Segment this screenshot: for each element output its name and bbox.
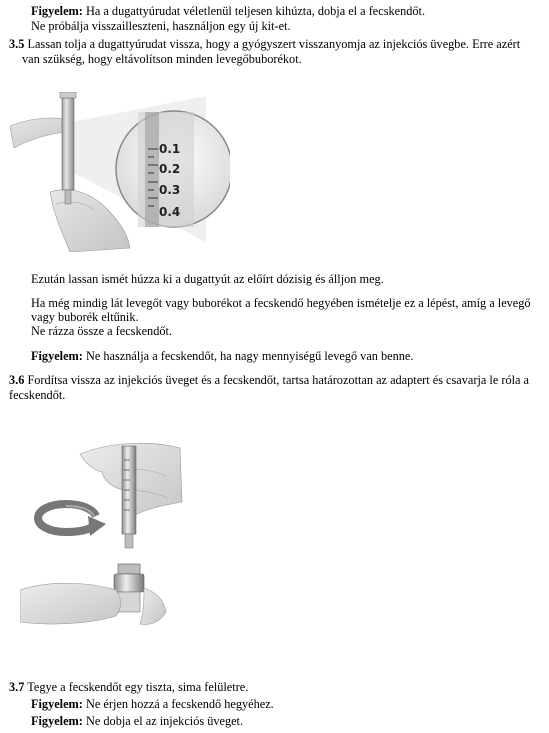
warning-label: Figyelem: (31, 4, 83, 18)
warning-text: Ne próbálja visszailleszteni, használjon egy új kit-et. (31, 19, 291, 33)
step-3-6-line2 (9, 388, 65, 402)
warning-text: Ne dobja el az injekciós üveget. (82, 714, 244, 728)
step-text: Fordítsa vissza az injekciós üveget és a fecskendőt, tartsa határozottan az adaptert és csavarja le róla a (24, 373, 530, 387)
step-3-5-warning (31, 349, 413, 363)
step-3-7-line (9, 680, 248, 694)
step-3-5-line1 (9, 37, 520, 51)
instruction-text: Ha még mindig lát levegőt vagy buborékot a fecskendő hegyében ismételje ez a lépést, amíg a levegő (31, 296, 531, 310)
scale-label-0-1: 0.1 (159, 142, 181, 156)
step-3-5-line2 (22, 52, 302, 66)
scale-label-0-4: 0.4 (159, 205, 181, 219)
step-3-5-after-2-line1 (31, 296, 531, 310)
lower-hand (50, 190, 130, 252)
top-warning-line2 (31, 19, 291, 33)
step-text: fecskendőt. (9, 388, 66, 402)
syringe-magnifier-illustration (10, 92, 230, 252)
syringe-tip (65, 190, 71, 204)
step-3-5-after-2-line2 (31, 310, 139, 324)
unscrew-syringe-illustration (20, 440, 190, 630)
step-number: 3.5 (9, 37, 25, 51)
warning-text: Ne érjen hozzá a fecskendő hegyéhez. (82, 697, 274, 711)
instruction-text: vagy buborék eltűnik. (31, 310, 139, 324)
step-3-7-warning-1 (31, 697, 274, 711)
instruction-text: Ne rázza össze a fecskendőt. (31, 324, 172, 338)
top-warning-line1 (31, 4, 425, 18)
step-3-6-line1 (9, 373, 529, 387)
warning-label: Figyelem: (31, 714, 83, 728)
rotate-arrow-icon (38, 504, 106, 536)
step-text: Tegye a fecskendőt egy tiszta, sima felületre. (24, 680, 249, 694)
vial-body (118, 592, 140, 612)
scale-label-0-3: 0.3 (159, 183, 181, 197)
vial-adapter (118, 564, 140, 574)
lower-hand (20, 583, 121, 624)
lower-hand-thumb (140, 588, 166, 625)
instruction-text: Ezután lassan ismét húzza ki a dugattyút az előírt dózisig és álljon meg. (31, 272, 384, 286)
syringe-tip (125, 534, 133, 548)
step-number: 3.7 (9, 680, 25, 694)
step-text: Lassan tolja a dugattyúrudat vissza, hogy a gyógyszert visszanyomja az injekciós üvegbe. Erre azért (24, 37, 521, 51)
warning-text: Ha a dugattyúrudat véletlenül teljesen kihúzta, dobja el a fecskendőt. (82, 4, 426, 18)
vial-cap (114, 574, 144, 592)
step-3-7-warning-2 (31, 714, 243, 728)
warning-text: Ne használja a fecskendőt, ha nagy mennyiségű levegő van benne. (82, 349, 414, 363)
step-text: van szükség, hogy eltávolítson minden levegőbuborékot. (22, 52, 302, 66)
warning-label: Figyelem: (31, 697, 83, 711)
syringe-barrel (62, 98, 74, 190)
step-3-5-after-1 (31, 272, 384, 286)
warning-label: Figyelem: (31, 349, 83, 363)
scale-label-0-2: 0.2 (159, 162, 181, 176)
step-number: 3.6 (9, 373, 25, 387)
step-3-5-after-2-line3 (31, 324, 172, 338)
